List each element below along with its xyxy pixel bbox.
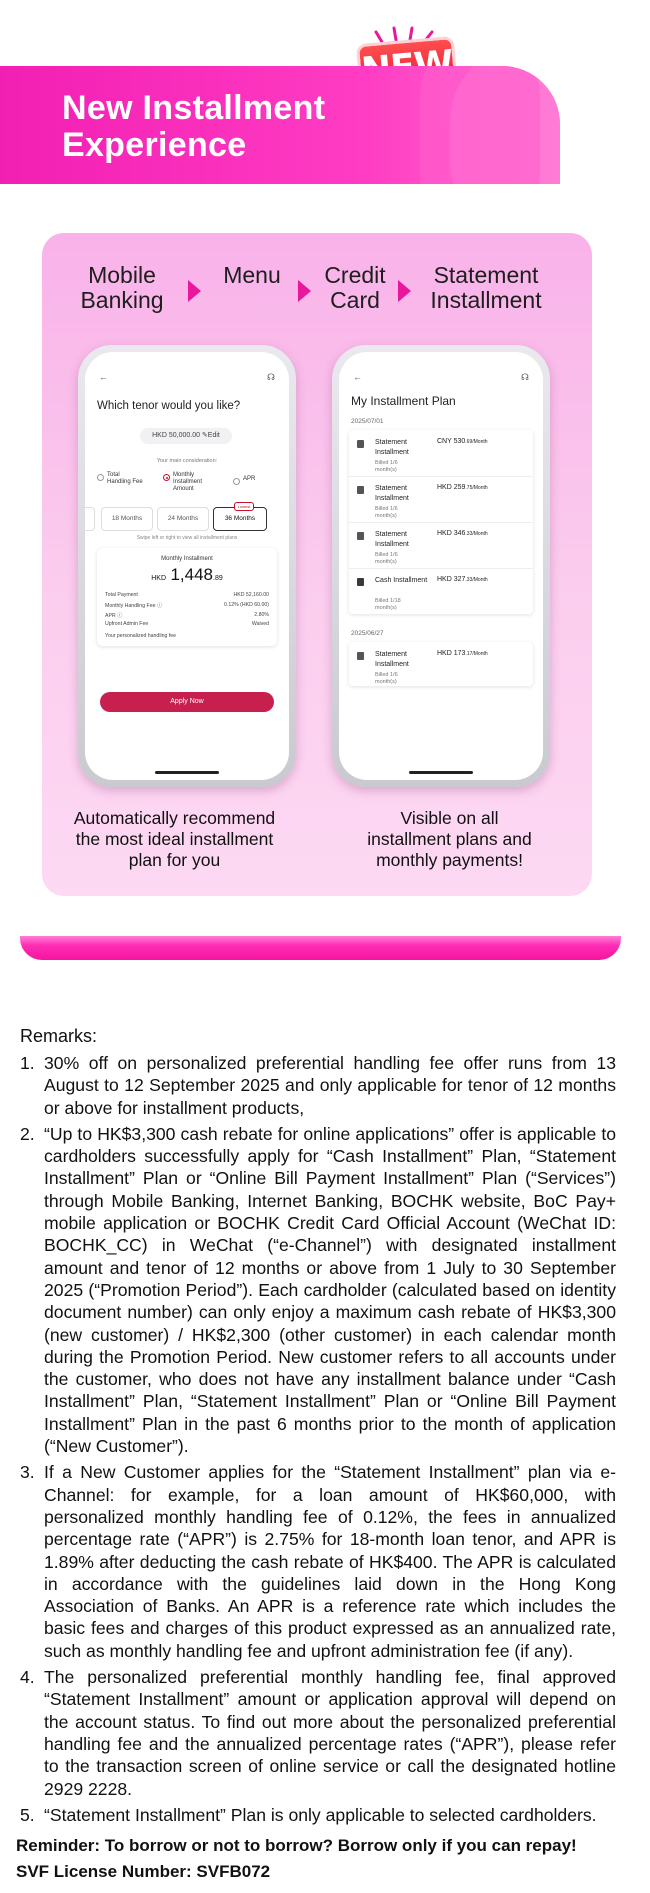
step-mobile-banking: Mobile Banking: [80, 262, 164, 313]
remark-item: 1. 30% off on personalized preferential handling fee offer runs from 13 August to 12 September 2025 and only applicable for tenor of 12 months or above for installment products,: [20, 1053, 616, 1118]
step-statement-installment: Statement Installment: [430, 262, 542, 313]
phone-mockup-tenor: [78, 345, 296, 787]
phone-screen: [85, 352, 289, 780]
feature-card: [42, 233, 592, 896]
plan-list: [349, 642, 533, 686]
remark-item: 3. If a New Customer applies for the “Statement Installment” plan via e-Channel: for example, for a loan amount of HK$60,000, with personalized monthly handling fee of 0.12%, the fees in annualized percentage rate (“APR”) is 2.75% for 18-month loan tenor, and APR is 1.89% after deducting the cash rebate of HK$400. The APR is calculated in accordance with the guidelines laid down in the Hong Kong Association of Banks. An APR is a reference rate which includes the basic fees and charges of this product expressed as an annualized rate, such as monthly handling fee and upfront administration fee (if any).: [20, 1462, 616, 1661]
remarks-heading: Remarks:: [20, 1026, 98, 1046]
option-total-handling-fee[interactable]: Total Handling Fee: [107, 472, 145, 486]
borrow-reminder: Reminder: To borrow or not to borrow? Borrow only if you can repay!: [16, 1836, 577, 1855]
cash-icon: [357, 578, 364, 586]
radio-icon: [97, 474, 104, 481]
installment-plan-title: My Installment Plan: [351, 394, 456, 408]
remark-item: 2. “Up to HK$3,300 cash rebate for online applications” offer is applicable to cardholders successfully apply for “Cash Installment” Plan, “Statement Installment” Plan or “Online Bill Payment Installment” Plan (“Services”) through Mobile Banking, Internet Banking, BOCHK website, BoC Pay+ mobile application or BOCHK Credit Card Official Account (WeChat ID: BOCHK_CC) in WeChat (“e-Channel”) with designated installment amount and tenor of 12 months or above from 1 July to 30 September 2025 (“Promotion Period”). Each cardholder (calculated based on identity document number) can only enjoy a maximum cash rebate of HK$3,300 (new customer) / HK$2,300 (other customer) in each calendar month during the Promotion Period. New customer refers to all accounts under the customer, who does not have any installment balance under “Cash Installment” Plan, “Statement Installment” Plan or “Online Bill Payment Installment” Plan in the past 6 months prior to the month of application (“New Customer”).: [20, 1123, 616, 1457]
row-apr: APR ⓘ 2.80%: [105, 612, 269, 619]
arrow-right-icon: [188, 280, 201, 302]
plan-list-item[interactable]: Cash Installment Billed 1/18 month(s) HKD 327.33/Month: [349, 568, 533, 614]
document-icon: [357, 486, 364, 494]
row-upfront-admin-fee: Upfront Admin Fee Waived: [105, 621, 269, 627]
loan-amount-pill[interactable]: HKD 50,000.00 ✎Edit: [140, 428, 232, 444]
tenor-option-partial[interactable]: [85, 507, 95, 531]
home-indicator: [409, 771, 473, 774]
plan-date: 2025/07/01: [351, 418, 384, 425]
apply-now-button[interactable]: Apply Now: [100, 692, 274, 712]
personalized-fee-note: Your personalized handling fee: [105, 633, 177, 639]
caption-visible: Visible on all installment plans and monthly payments!: [367, 808, 532, 870]
plan-list-item[interactable]: Statement Installment Billed 1/6 month(s) HKD 173.17/Month: [349, 642, 533, 688]
home-indicator: [155, 771, 219, 774]
arrow-right-icon: [298, 280, 311, 302]
phone-top-bar: [353, 372, 529, 382]
svf-license: SVF License Number: SVFB072: [16, 1862, 271, 1881]
tenor-24-months[interactable]: 24 Months: [157, 507, 209, 531]
consideration-label: Your main consideration:: [156, 458, 218, 464]
headset-icon[interactable]: ☊: [521, 372, 529, 382]
document-icon: [357, 652, 364, 660]
back-arrow-icon[interactable]: ←: [99, 372, 108, 382]
option-monthly-installment[interactable]: Monthly Installment Amount: [173, 472, 213, 493]
phone-screen: [339, 352, 543, 780]
tenor-question: Which tenor would you like?: [97, 400, 241, 412]
document-icon: [357, 532, 364, 540]
step-menu: Menu: [223, 262, 281, 288]
radio-selected-icon: [163, 474, 170, 481]
remarks-list: [20, 1052, 616, 1830]
steps-breadcrumb: [42, 233, 592, 329]
banner-title: New Installment Experience: [62, 89, 326, 164]
document-icon: [357, 440, 364, 448]
swipe-hint: Swipe left or right to view all installment plans: [136, 535, 238, 541]
decorative-bar: [20, 936, 621, 960]
tenor-36-months[interactable]: Lowest 36 Months: [213, 507, 267, 531]
caption-recommend: Automatically recommend the most ideal installment plan for you: [73, 808, 276, 870]
step-credit-card: Credit Card: [324, 262, 386, 313]
radio-icon: [233, 478, 240, 485]
arrow-right-icon: [398, 280, 411, 302]
phone-mockup-plans: [332, 345, 550, 787]
plan-list-item[interactable]: Statement Installment Billed 1/6 month(s) HKD 346.33/Month: [349, 522, 533, 569]
lowest-tag: Lowest: [234, 502, 254, 511]
remark-item: 5. “Statement Installment” Plan is only applicable to selected cardholders.: [20, 1804, 597, 1825]
row-total-payment: Total Payment HKD 52,160.00: [105, 592, 269, 598]
tenor-18-months[interactable]: 18 Months: [101, 507, 153, 531]
back-arrow-icon[interactable]: ←: [353, 372, 362, 382]
plan-list-item[interactable]: Statement Installment Billed 1/6 month(s) CNY 530.69/Month: [349, 430, 533, 477]
headset-icon[interactable]: ☊: [267, 372, 275, 382]
plan-date: 2025/06/27: [351, 630, 384, 637]
monthly-installment-label: Monthly Installment: [161, 556, 213, 562]
phone-top-bar: [99, 372, 275, 382]
remark-item: 4. The personalized preferential monthly handling fee, final approved “Statement Installment” amount or application approval will depend on the account status. To find out more about the personalized preferential handling fee and the annualized percentage rates (“APR”), please refer to the transaction screen of online service or call the designated hotline 2929 2228.: [20, 1667, 616, 1799]
plan-list-item[interactable]: Statement Installment Billed 1/6 month(s) HKD 259.75/Month: [349, 476, 533, 523]
row-monthly-handling-fee: Monthly Handling Fee ⓘ 0.12% (HKD 60.00): [105, 602, 269, 609]
option-apr[interactable]: APR: [243, 476, 263, 483]
plan-list: [349, 430, 533, 614]
monthly-installment-value: HKD 1,448.89: [151, 565, 223, 584]
installment-summary: [97, 548, 277, 646]
